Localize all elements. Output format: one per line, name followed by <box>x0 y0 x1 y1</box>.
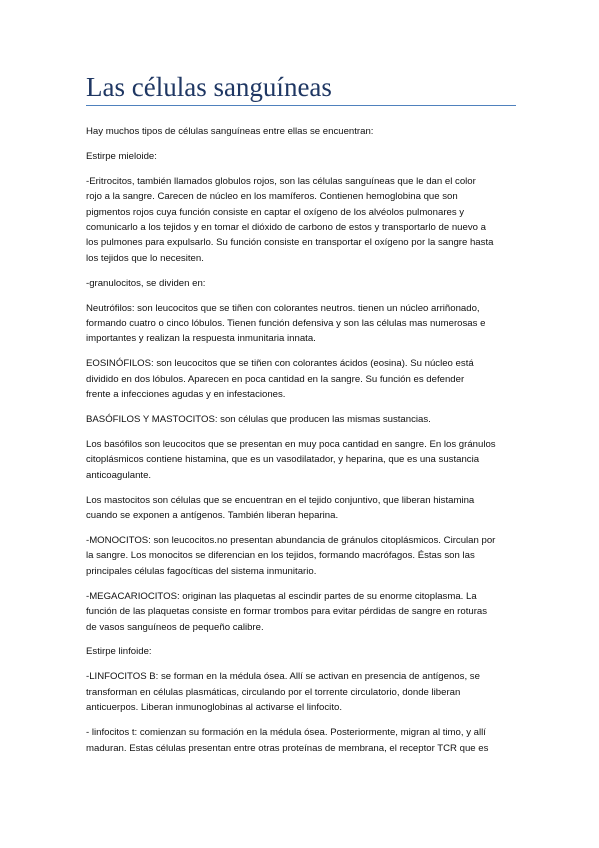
text-line: EOSINÓFILOS: son leucocitos que se tiñen con colorantes ácidos (eosina). Su núcleo está <box>86 358 474 370</box>
paragraph <box>86 725 516 756</box>
text-line: comunicarlo a los tejidos y en tomar el dióxido de carbono de estos y transportarlo de nuevo a <box>86 222 486 234</box>
text-line: BASÓFILOS Y MASTOCITOS: son células que producen las mismas sustancias. <box>86 414 431 426</box>
text-line: principales células fagocíticas del sistema inmunitario. <box>86 565 317 577</box>
paragraph <box>86 149 516 164</box>
text-line: la sangre. Los monocitos se diferencian en los tejidos, formando macrófagos. Éstas son las <box>86 550 475 562</box>
text-line: - linfocitos t: comienzan su formación en la médula ósea. Posteriormente, migran al timo, y allí <box>86 727 486 739</box>
paragraph <box>86 301 516 347</box>
text-line: Estirpe mieloide: <box>86 150 157 162</box>
paragraph <box>86 437 516 483</box>
paragraph <box>86 412 516 427</box>
text-line: formando cuatro o cinco lóbulos. Tienen función defensiva y son las células mas numerosas e <box>86 318 486 330</box>
text-line: función de las plaquetas consiste en formar trombos para evitar pérdidas de sangre en roturas <box>86 606 488 618</box>
text-line: Hay muchos tipos de células sanguíneas entre ellas se encuentran: <box>86 126 374 137</box>
paragraph <box>86 644 516 659</box>
text-line: Los mastocitos son células que se encuentran en el tejido conjuntivo, que liberan histamina <box>86 494 475 506</box>
paragraph <box>86 124 516 139</box>
text-line: pigmentos rojos cuya función consiste en captar el oxígeno de los alvéolos pulmonares y <box>86 206 465 218</box>
text-line: Estirpe linfoide: <box>86 646 152 658</box>
text-line: Neutrófilos: son leucocitos que se tiñen con colorantes neutros. tienen un núcleo arriñonado, <box>86 302 480 314</box>
text-line: -Eritrocitos, también llamados globulos rojos, son las células sanguíneas que le dan el color <box>86 175 476 187</box>
text-line: transforman en células plasmáticas, circulando por el torrente circulatorio, donde liberan <box>86 686 461 698</box>
text-line: anticuerpos. Liberan inmunoglobinas al activarse el linfocito. <box>86 702 342 714</box>
paragraph <box>86 533 516 579</box>
paragraph <box>86 356 516 402</box>
text-line: -granulocitos, se dividen en: <box>86 277 206 289</box>
text-line: rojo a la sangre. Carecen de núcleo en los mamíferos. Contienen hemoglobina que son <box>86 191 458 203</box>
paragraph <box>86 276 516 291</box>
text-line: cuando se exponen a antígenos. También liberan heparina. <box>86 510 339 522</box>
text-line: de vasos sanguíneos de pequeño calibre. <box>86 621 264 633</box>
text-line: importantes y realizan la respuesta inmunitaria innata. <box>86 333 316 345</box>
text-line: los tejidos que lo necesiten. <box>86 252 204 264</box>
text-line: citoplásmicos contiene histamina, que es un vasodilatador, y heparina, que es una sustancia <box>86 454 480 466</box>
text-line: frente a infecciones agudas y en infestaciones. <box>86 389 286 401</box>
text-line: -LINFOCITOS B: se forman en la médula ósea. Allí se activan en presencia de antígenos, se <box>86 671 480 683</box>
text-line: dividido en dos lóbulos. Aparecen en poca cantidad en la sangre. Su función es defender <box>86 373 465 385</box>
title-underline <box>86 105 516 106</box>
paragraph <box>86 493 516 524</box>
text-line: Los basófilos son leucocitos que se presentan en muy poca cantidad en sangre. En los gránulos <box>86 439 496 450</box>
paragraph <box>86 589 516 635</box>
text-line: maduran. Estas células presentan entre otras proteínas de membrana, el receptor TCR que es <box>86 742 489 754</box>
text-line: -MONOCITOS: son leucocitos.no presentan abundancia de gránulos citoplásmicos. Circulan por <box>86 535 496 547</box>
text-line: los pulmones para expulsarlo. Su función consiste en transportar el oxígeno por la sangre hasta <box>86 237 494 249</box>
text-line: anticoagulante. <box>86 469 152 481</box>
page-title: Las células sanguíneas <box>86 72 332 102</box>
document-body <box>86 124 516 765</box>
text-line: -MEGACARIOCITOS: originan las plaquetas al escindir partes de su enorme citoplasma. La <box>86 590 477 602</box>
paragraph <box>86 174 516 266</box>
paragraph <box>86 669 516 715</box>
